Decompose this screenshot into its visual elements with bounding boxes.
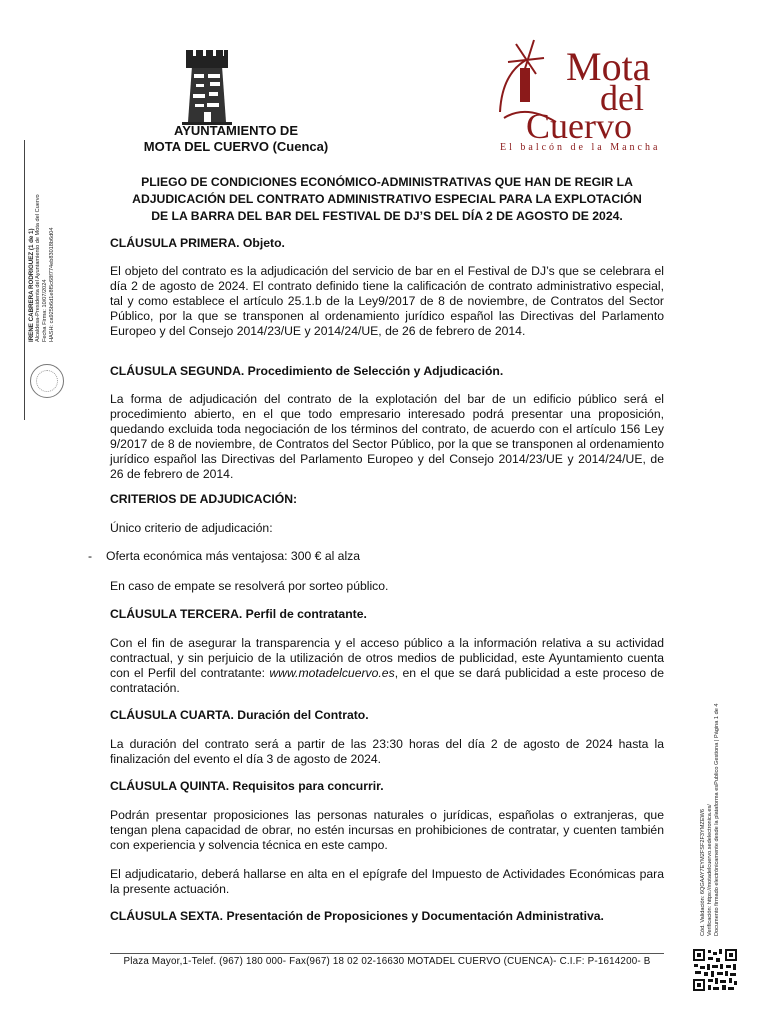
clausula-tercera-text-after: , en el que se dará publicidad a este proceso de contratación.: [110, 666, 664, 695]
clausula-quinta-text2: El adjudicatario, deberá hallarse en alta en el epígrafe del Impuesto de Actividades Económicas para la presente actuación.: [110, 867, 664, 896]
validation-page-info: Documento firmado electrónicamente desde la plataforma esPublico Gestiona | Página 1 de 4: [714, 703, 720, 936]
criterios-heading: CRITERIOS DE ADJUDICACIÓN:: [110, 492, 298, 506]
mota-del-cuervo-logo: [496, 34, 662, 152]
title-line1: PLIEGO DE CONDICIONES ECONÓMICO-ADMINISTRATIVAS QUE HAN DE REGIR LA: [141, 175, 633, 189]
clausula-primera-heading: CLÁUSULA PRIMERA. Objeto.: [110, 236, 285, 250]
signature-block: [28, 194, 56, 342]
logo-tagline: El balcón de la Mancha: [500, 142, 661, 152]
clausula-quinta-heading: CLÁUSULA QUINTA. Requisitos para concurrir.: [110, 779, 384, 793]
perfil-contratante-link[interactable]: www.motadelcuervo.es: [269, 666, 395, 680]
bullet-dash: -: [88, 549, 93, 563]
logo-word-del: del: [600, 78, 644, 118]
seal-stamp-inner: [36, 370, 58, 392]
validation-url[interactable]: Verificación: https://motadelcuervo.sedelectronica.es/: [707, 804, 713, 936]
tower-logo: [176, 36, 238, 128]
document-title: [110, 174, 664, 225]
signature-hash: HASH: ca925b6d1e8f5c68f774eb83018b6d04: [49, 227, 55, 342]
validation-block: [700, 704, 721, 937]
signature-date: Fecha Firma: 10/07/2024: [42, 279, 48, 342]
criterio-unico: Único criterio de adjudicación:: [110, 521, 273, 535]
ayuntamiento-line2: MOTA DEL CUERVO (Cuenca): [143, 139, 329, 154]
title-line2: ADJUDICACIÓN DEL CONTRATO ADMINISTRATIVO ESPECIAL PARA LA EXPLOTACIÓN: [132, 192, 642, 206]
clausula-tercera-heading: CLÁUSULA TERCERA. Perfil de contratante.: [110, 607, 367, 621]
clausula-segunda-text: La forma de adjudicación del contrato de la explotación del bar de un edificio público será el procedimiento abierto, en el que todo empresario interesado podrá presentar una proposición, quedando excluida toda negociación de los términos del contrato, de acuerdo con el artículo 156 Ley 9/2017 de 8 de noviembre, de Contratos del Sector Público, por la que se transponen al ordenamiento jurídico español las Directivas del Parlamento Europeo y del Consejo 2014/23/UE y 2014/24/UE, de 26 de febrero de 2014.: [110, 392, 664, 481]
logo-word-mota: Mota: [566, 44, 651, 89]
clausula-cuarta-heading: CLÁUSULA CUARTA. Duración del Contrato.: [110, 708, 369, 722]
clausula-segunda-heading: CLÁUSULA SEGUNDA. Procedimiento de Selección y Adjudicación.: [110, 364, 504, 378]
qr-code-icon: [692, 948, 738, 992]
ayuntamiento-header: [106, 123, 366, 155]
footer-address: Plaza Mayor,1-Telef. (967) 180 000- Fax(967) 18 02 02-16630 MOTADEL CUERVO (CUENCA)- C.I.F: P-1614200- B: [123, 956, 651, 967]
clausula-sexta-heading: CLÁUSULA SEXTA. Presentación de Proposiciones y Documentación Administrativa.: [110, 909, 604, 923]
signer-name: IRENE CABRERA RODRIGUEZ (1 de 1): [28, 228, 35, 342]
clausula-tercera-text-before: Con el fin de asegurar la transparencia y el acceso público a la información relativa a su actividad contractual, y sin perjuicio de la utilización de otros medios de publicidad, este Ayuntamiento cuenta con el Perfil del contratante:: [110, 636, 664, 680]
ayuntamiento-line1: AYUNTAMIENTO DE: [174, 123, 298, 138]
criterio-bullet: Oferta económica más ventajosa: 300 € al alza: [106, 549, 361, 563]
footer-divider: [110, 953, 664, 954]
signer-role: Alcaldesa-Presidenta del Ayuntamiento de Mota del Cuervo: [35, 194, 41, 342]
clausula-tercera-text: [110, 636, 664, 696]
clausula-quinta-text1: Podrán presentar proposiciones las personas naturales o jurídicas, españolas o extranjeras, que tengan plena capacidad de obrar, no estén incursas en prohibiciones de contratar, y cuenten también con experiencia y solvencia técnica en este campo.: [110, 808, 664, 852]
clausula-primera-text: El objeto del contrato es la adjudicación del servicio de bar en el Festival de DJ’s que se celebrara el día 2 de agosto de 2024. El contrato definido tiene la calificación de contrato administrativo especial, tal y como establece el artículo 25.1.b de la Ley9/2017 de 8 de noviembre, de Contratos del Sector Público, por la que se transponen al ordenamiento jurídico español las Directivas del Parlamento Europeo y del Consejo 2014/23/UE y 2014/24/UE, de 26 de febrero de 2014.: [110, 264, 664, 338]
title-line3: DE LA BARRA DEL BAR DEL FESTIVAL DE DJ’S DEL DÍA 2 DE AGOSTO DE 2024.: [151, 209, 623, 223]
logo-word-cuervo: Cuervo: [526, 106, 632, 146]
criterio-empate: En caso de empate se resolverá por sorteo público.: [110, 579, 389, 593]
validation-code: Cód. Validación: 6QGAAY7EYM2FSF2F3YMZEW6: [700, 809, 706, 936]
clausula-cuarta-text: La duración del contrato será a partir de las 23:30 horas del día 2 de agosto de 2024 hasta la finalización del evento el día 3 de agosto de 2024.: [110, 737, 664, 766]
